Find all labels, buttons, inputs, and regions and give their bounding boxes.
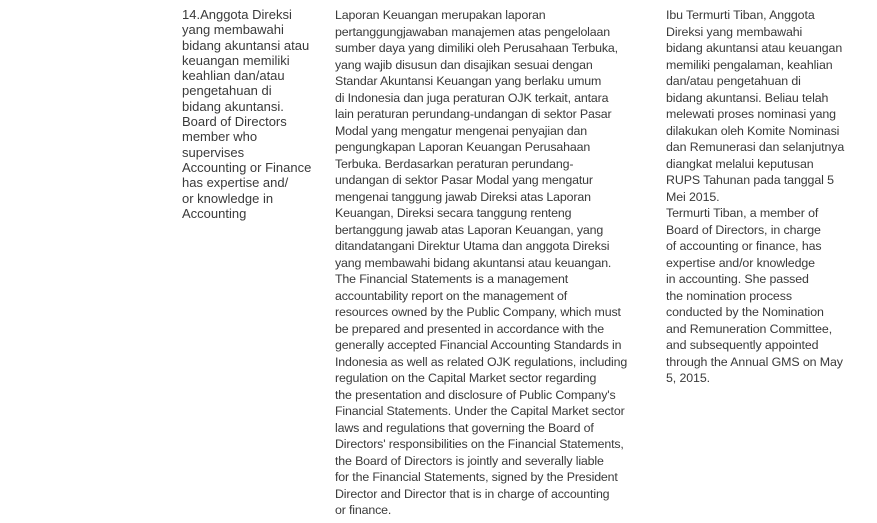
text-line: resources owned by the Public Company, which must — [335, 305, 621, 319]
text-line: regulation on the Capital Market sector regarding — [335, 371, 597, 385]
text-line: bidang akuntansi atau keuangan — [666, 41, 843, 55]
text-line: keuangan memiliki — [182, 52, 290, 68]
text-line: Direksi yang membawahi — [666, 24, 803, 39]
text-line: Director and Director that is in charge of accounting — [335, 486, 610, 501]
text-line: Financial Statements. Under the Capital Market sector — [335, 404, 625, 418]
text-line: bertanggung jawab atas Laporan Keuangan, yang — [335, 222, 604, 237]
text-line: yang membawahi — [182, 22, 284, 38]
text-line: pertanggungjawaban manajemen atas pengelolaan — [335, 24, 611, 39]
criteria-english — [182, 114, 332, 221]
text-line: the Board of Directors is jointly and severally liable — [335, 453, 604, 468]
text-line: expertise and/or knowledge — [666, 255, 815, 270]
text-line: generally accepted Financial Accounting Standards in — [335, 338, 622, 352]
text-line: Mei 2015. — [666, 189, 720, 204]
text-line: Indonesia as well as related OJK regulations, including — [335, 354, 628, 369]
text-line: Board of Directors, in charge — [666, 222, 821, 237]
text-line: Board of Directors — [182, 114, 287, 130]
text-line: conducted by the Nomination — [666, 305, 824, 319]
text-line: through the Annual GMS on May — [666, 354, 843, 369]
text-line: undangan di sektor Pasar Modal yang mengatur — [335, 173, 593, 187]
text-line: Accounting — [182, 205, 247, 221]
text-line: RUPS Tahunan pada tanggal 5 — [666, 173, 834, 187]
criteria-column — [182, 7, 332, 221]
text-line: memiliki pengalaman, keahlian — [666, 57, 833, 72]
text-line: sumber daya yang dimiliki oleh Perusahaan Terbuka, — [335, 41, 618, 55]
text-line: has expertise and/ — [182, 175, 289, 191]
text-line: laws and regulations that governing the Board of — [335, 420, 594, 435]
text-line: Keuangan, Direksi secara tanggung renteng — [335, 206, 572, 220]
text-line: member who — [182, 129, 258, 145]
text-line: be prepared and presented in accordance with the — [335, 321, 605, 336]
text-line: the nomination process — [666, 288, 792, 303]
implementation-column — [666, 7, 871, 387]
text-line: pengetahuan di — [182, 83, 272, 99]
text-line: mengenai tanggung jawab Direksi atas Laporan — [335, 189, 591, 204]
text-line: pengungkapan Laporan Keuangan Perusahaan — [335, 140, 591, 154]
text-line: Accounting or Finance — [182, 159, 312, 175]
text-line: and Remuneration Committee, — [666, 321, 833, 336]
text-line: Ibu Termurti Tiban, Anggota — [666, 8, 815, 22]
text-line: for the Financial Statements, signed by the President — [335, 470, 618, 484]
text-line: Terbuka. Berdasarkan peraturan perundang- — [335, 156, 574, 171]
text-line: bidang akuntansi. — [182, 98, 284, 114]
text-line: and subsequently appointed — [666, 338, 819, 352]
text-line: yang membawahi bidang akuntansi atau keuangan. — [335, 255, 612, 270]
text-line: diangkat melalui keputusan — [666, 156, 814, 171]
text-line: in accounting. She passed — [666, 272, 809, 286]
text-line: Termurti Tiban, a member of — [666, 206, 819, 220]
text-line: or finance. — [335, 503, 392, 517]
text-line: supervises — [182, 144, 245, 160]
text-line: yang wajib disusun dan disajikan sesuai dengan — [335, 57, 593, 72]
text-line: bidang akuntansi. Beliau telah — [666, 90, 829, 105]
implementation-indonesian — [666, 7, 871, 205]
implementation-english — [666, 205, 871, 387]
text-line: 5, 2015. — [666, 371, 710, 385]
text-line: di Indonesia dan juga peraturan OJK terkait, antara — [335, 90, 609, 105]
explanation-column — [335, 7, 657, 519]
text-line: The Financial Statements is a management — [335, 272, 568, 286]
text-line: or knowledge in — [182, 190, 274, 206]
text-line: Directors' responsibilities on the Financial Statements, — [335, 437, 624, 451]
text-line: Standar Akuntansi Keuangan yang berlaku umum — [335, 74, 602, 88]
text-line: Laporan Keuangan merupakan laporan — [335, 8, 546, 22]
text-line: 14.Anggota Direksi — [182, 7, 292, 22]
text-line: dan/atau pengetahuan di — [666, 74, 801, 88]
text-line: accountability report on the management of — [335, 288, 568, 303]
criteria-indonesian — [182, 7, 332, 114]
text-line: dilakukan oleh Komite Nominasi — [666, 123, 840, 138]
text-line: lain peraturan perundang-undangan di sektor Pasar — [335, 107, 612, 121]
text-line: melewati proses nominasi yang — [666, 107, 836, 121]
text-line: bidang akuntansi atau — [182, 37, 310, 53]
explanation-english — [335, 271, 657, 519]
text-line: of accounting or finance, has — [666, 239, 822, 253]
text-line: ditandatangani Direktur Utama dan anggota Direksi — [335, 239, 610, 253]
text-line: dan Remunerasi dan selanjutnya — [666, 140, 845, 154]
explanation-indonesian — [335, 7, 657, 271]
text-line: keahlian dan/atau — [182, 68, 285, 84]
text-line: Modal yang mengatur mengenai penyajian dan — [335, 123, 588, 138]
text-line: the presentation and disclosure of Public Company's — [335, 387, 616, 402]
